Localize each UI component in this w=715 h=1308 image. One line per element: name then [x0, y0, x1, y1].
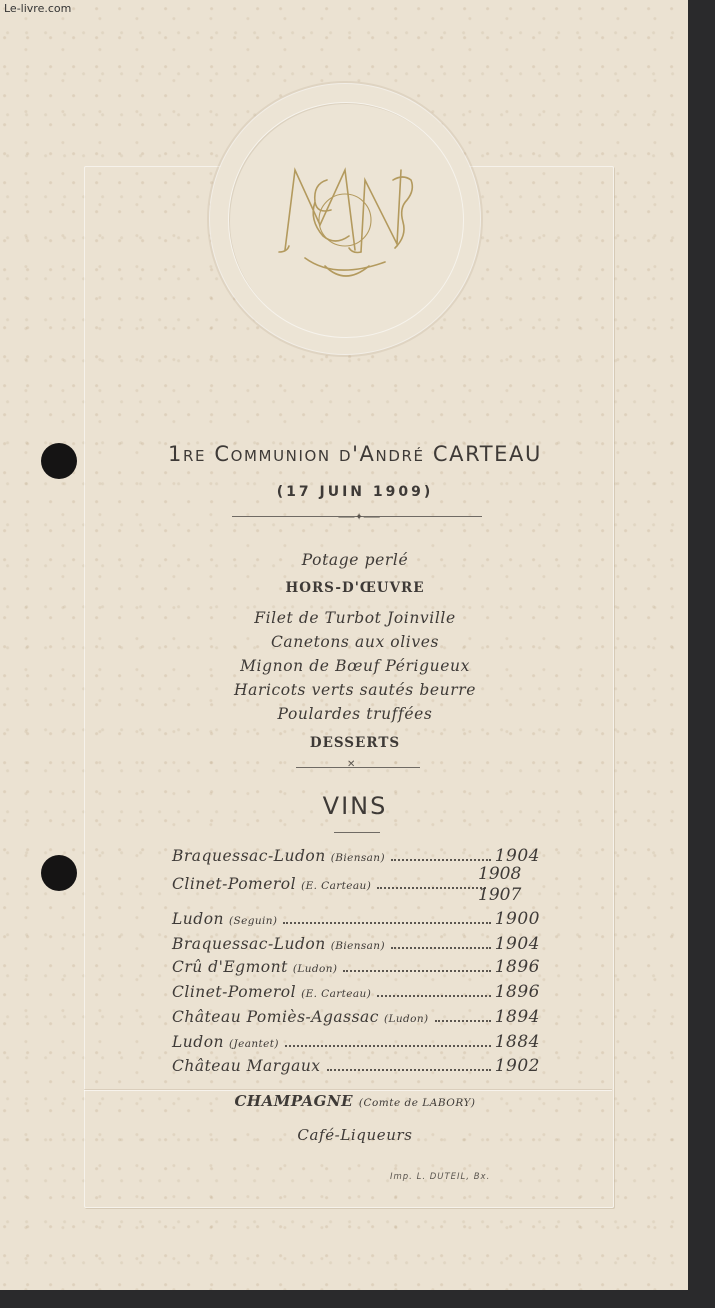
wine-producer: (Biensan) [330, 852, 385, 864]
dish-item: Potage perlé [301, 551, 409, 569]
wine-producer: (Ludon) [292, 963, 338, 975]
wine-year: 1896 [494, 957, 540, 977]
dot-leader [343, 970, 490, 972]
dot-leader [283, 922, 490, 924]
dot-leader [391, 859, 491, 861]
dish-item: Poulardes truffées [277, 705, 433, 723]
cafe-liqueurs: Café-Liqueurs [297, 1126, 413, 1144]
wine-item [172, 909, 540, 931]
bracket-year: 1907 [478, 885, 522, 905]
wine-item [172, 1032, 540, 1054]
wine-year: 1900 [494, 909, 540, 929]
dish-item: Mignon de Bœuf Périgueux [240, 657, 470, 675]
page-title: 1re Communion d'André CARTEAU [168, 442, 542, 466]
divider-wines [334, 832, 380, 833]
dot-leader [377, 887, 486, 889]
wine-producer: (Jeantet) [229, 1038, 279, 1050]
wine-year: 1904 [494, 934, 540, 954]
dish-item: DESSERTS [309, 735, 401, 751]
divider-ornament: ⸺✦⸺ [338, 512, 381, 523]
wine-name: Ludon [172, 910, 225, 928]
dot-leader [435, 1020, 491, 1022]
wine-producer: (E. Carteau) [301, 880, 372, 892]
watermark: Le-livre.com [4, 2, 72, 15]
dot-leader [377, 995, 491, 997]
champagne-line [150, 1092, 560, 1110]
punch-hole-upper [41, 443, 77, 479]
wine-year: 1884 [494, 1032, 540, 1052]
wine-name: Château Margaux [172, 1057, 321, 1075]
wine-item [172, 982, 540, 1004]
dot-leader [327, 1069, 491, 1071]
printer-imprint: Imp. L. DUTEIL, Bx. [390, 1172, 491, 1182]
wine-name: Clinet-Pomerol [172, 983, 297, 1001]
wine-year: 1902 [494, 1056, 540, 1076]
wine-year: 1896 [494, 982, 540, 1002]
dot-leader [391, 947, 491, 949]
wine-item [172, 1007, 540, 1029]
wine-item [172, 1056, 540, 1078]
wine-item [172, 934, 540, 956]
champagne-name: CHAMPAGNE [234, 1092, 354, 1110]
divider-middle [296, 767, 420, 768]
dish-item: HORS-D'ŒUVRE [285, 580, 425, 596]
wine-item [172, 957, 540, 979]
wine-name: Ludon [172, 1033, 225, 1051]
wine-name: Clinet-Pomerol [172, 875, 297, 893]
dish-item: Canetons aux olives [270, 633, 440, 651]
wine-name: Crû d'Egmont [172, 958, 288, 976]
menu-monogram [265, 140, 425, 290]
wine-producer: (Ludon) [383, 1013, 429, 1025]
wine-name: Braquessac-Ludon [172, 935, 326, 953]
wine-name: Château Pomiès-Agassac [172, 1008, 379, 1026]
event-date: (17 JUIN 1909) [276, 484, 434, 500]
wine-producer: (Biensan) [330, 940, 385, 952]
wine-name: Braquessac-Ludon [172, 847, 326, 865]
champagne-producer: (Comte de LABORY) [358, 1097, 476, 1109]
wine-year: 1894 [494, 1007, 540, 1027]
divider-ornament: ✕ [347, 759, 356, 770]
punch-hole-lower [41, 855, 77, 891]
wine-producer: (E. Carteau) [301, 988, 372, 1000]
dot-leader [285, 1045, 491, 1047]
dish-item: Haricots verts sautés beurre [233, 681, 477, 699]
bracket-year: 1908 [478, 864, 522, 884]
dish-item: Filet de Turbot Joinville [254, 609, 456, 627]
wines-title: VINS [322, 792, 388, 820]
wine-producer: (Seguin) [229, 915, 278, 927]
wine-year: 1904 [494, 846, 540, 866]
bracket-years [478, 864, 548, 906]
